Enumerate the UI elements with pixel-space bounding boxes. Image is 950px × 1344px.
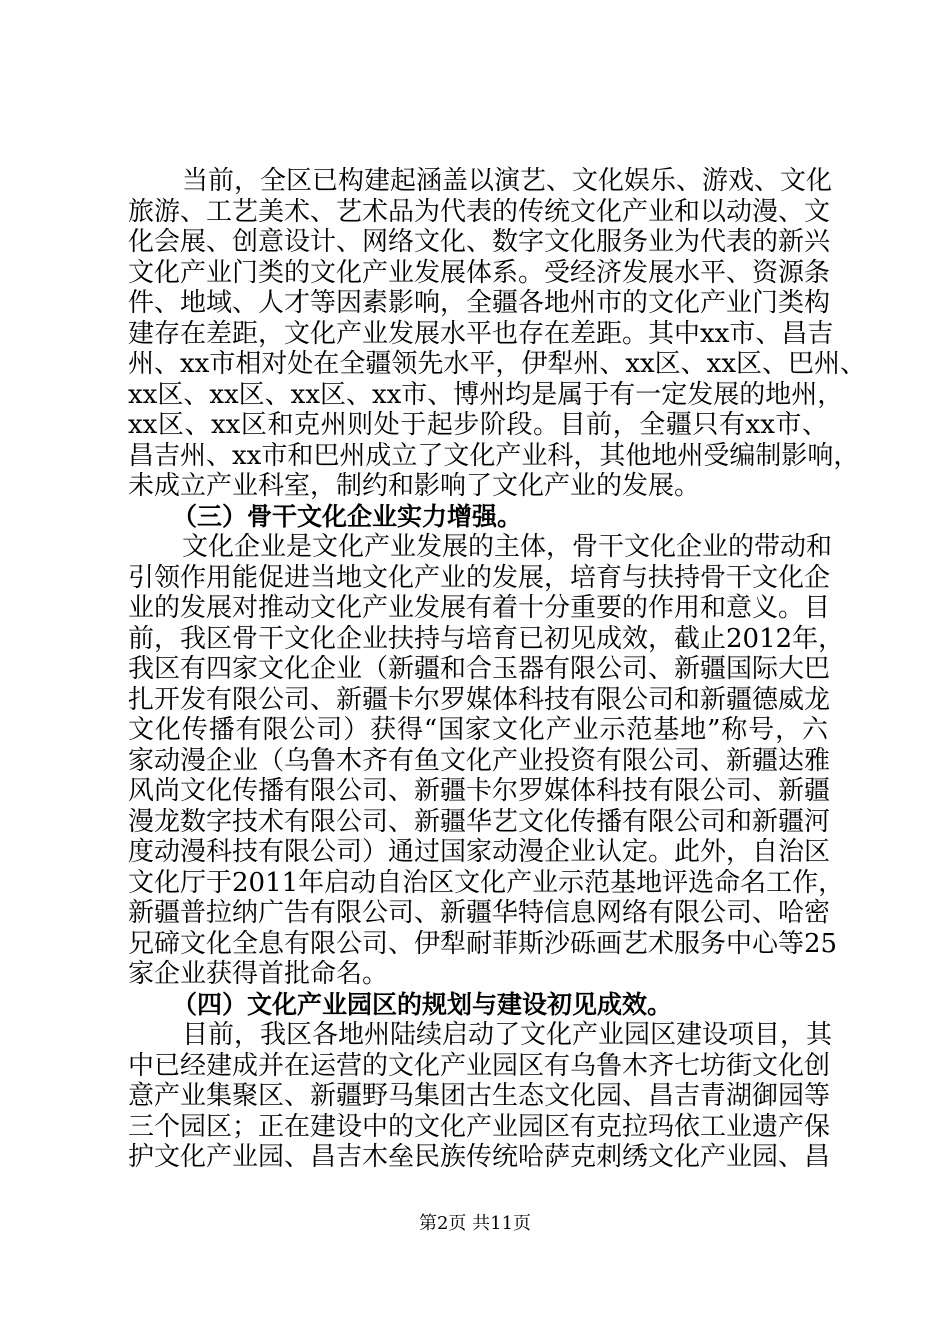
paragraph-line: 昌吉州、xx市和巴州成立了文化产业科，其他地州受编制影响， — [128, 440, 860, 471]
paragraph-line: 扎开发有限公司、新疆卡尔罗媒体科技有限公司和新疆德威龙 — [128, 684, 831, 715]
paragraph-line: 旅游、工艺美术、艺术品为代表的传统文化产业和以动漫、文 — [128, 196, 831, 227]
paragraph-line: 意产业集聚区、新疆野马集团古生态文化园、昌吉青湖御园等 — [128, 1081, 831, 1111]
paragraph-line: 文化产业门类的文化产业发展体系。受经济发展水平、资源条 — [128, 257, 831, 288]
paragraph-line: 风尚文化传播有限公司、新疆卡尔罗媒体科技有限公司、新疆 — [128, 776, 831, 806]
paragraph-line: 兄碲文化全息有限公司、伊犁耐菲斯沙砾画艺术服务中心等25 — [128, 928, 838, 959]
paragraph-line: xx区、xx区、xx区、xx市、博州均是属于有一定发展的地州， — [128, 379, 844, 410]
section-heading: （四）文化产业园区的规划与建设初见成效。 — [172, 989, 673, 1019]
paragraph-line: 度动漫科技有限公司）通过国家动漫企业认定。此外，自治区 — [128, 837, 831, 867]
paragraph-line: 化会展、创意设计、网络文化、数字文化服务业为代表的新兴 — [128, 227, 831, 257]
paragraph-line: 目前，我区各地州陆续启动了文化产业园区建设项目，其 — [182, 1020, 833, 1050]
paragraph-line: 新疆普拉纳广告有限公司、新疆华特信息网络有限公司、哈密 — [128, 898, 831, 928]
paragraph-line: 当前，全区已构建起涵盖以演艺、文化娱乐、游戏、文化 — [182, 166, 833, 196]
paragraph-line: 业的发展对推动文化产业发展有着十分重要的作用和意义。目 — [128, 593, 831, 623]
paragraph-line: 护文化产业园、昌吉木垒民族传统哈萨克刺绣文化产业园、昌 — [128, 1142, 831, 1172]
paragraph-line: 家企业获得首批命名。 — [128, 959, 389, 989]
page-number: 第2页 共11页 — [418, 1213, 532, 1234]
paragraph-line: 漫龙数字技术有限公司、新疆华艺文化传播有限公司和新疆河 — [128, 806, 831, 837]
paragraph-line: 家动漫企业（乌鲁木齐有鱼文化产业投资有限公司、新疆达雅 — [128, 745, 831, 776]
paragraph-line: 文化传播有限公司）获得“国家文化产业示范基地”称号，六 — [128, 715, 828, 745]
paragraph-line: 前，我区骨干文化企业扶持与培育已初见成效，截止2012年， — [128, 623, 845, 654]
paragraph-line: 文化厅于2011年启动自治区文化产业示范基地评选命名工作， — [128, 867, 845, 898]
paragraph-line: 三个园区；正在建设中的文化产业园区有克拉玛依工业遗产保 — [128, 1111, 831, 1142]
paragraph-line: 未成立产业科室，制约和影响了文化产业的发展。 — [128, 471, 701, 501]
paragraph-line: 州、xx市相对处在全疆领先水平，伊犁州、xx区、xx区、巴州、 — [128, 349, 866, 379]
paragraph-line: 我区有四家文化企业（新疆和合玉器有限公司、新疆国际大巴 — [128, 654, 831, 684]
paragraph-line: 建存在差距，文化产业发展水平也存在差距。其中xx市、昌吉 — [128, 318, 834, 349]
section-heading: （三）骨干文化企业实力增强。 — [172, 501, 523, 531]
paragraph-line: xx区、xx区和克州则处于起步阶段。目前，全疆只有xx市、 — [128, 410, 828, 440]
paragraph-line: 文化企业是文化产业发展的主体，骨干文化企业的带动和 — [182, 532, 833, 562]
paragraph-line: 件、地域、人才等因素影响，全疆各地州市的文化产业门类构 — [128, 288, 831, 318]
paragraph-line: 引领作用能促进当地文化产业的发展，培育与扶持骨干文化企 — [128, 562, 831, 593]
paragraph-line: 中已经建成并在运营的文化产业园区有乌鲁木齐七坊街文化创 — [128, 1050, 831, 1081]
